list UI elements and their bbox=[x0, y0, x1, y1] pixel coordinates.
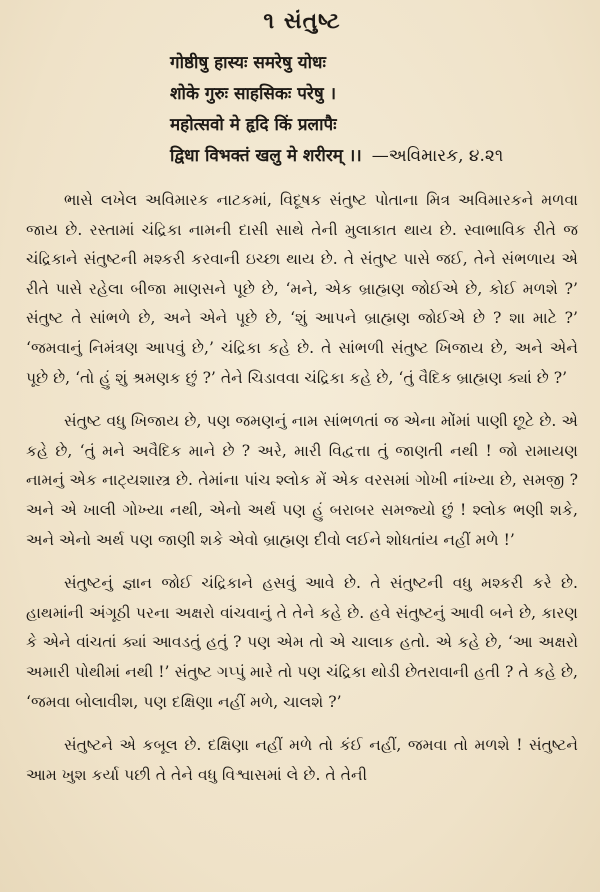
spacer bbox=[26, 172, 578, 186]
spacer bbox=[26, 555, 578, 569]
sanskrit-verse bbox=[170, 48, 578, 172]
paragraph-1: ભાસે લખેલ અવિમારક નાટકમાં, વિદૂષક સંતુષ્ટ પોતાના મિત્ર અવિમારકને મળવા જાય છે. રસ્તામાં ચંદ્રિકા નામની દાસી સાથે તેની મુલાકાત થાય છે. સ્વાભાવિક રીતે જ ચંદ્રિકાને સંતુષ્ટની મશ્કરી કરવાની ઇચ્છા થાય છે. તે સંતુષ્ટ પાસે જઈ, તેને સંભળાય એ રીતે પાસે રહેલા બીજા માણસને પૂછે છે, ‘મને, એક બ્રાહ્મણ જોઈએ છે, કોઈ મળશે ?’ સંતુષ્ટ તે સાંભળે છે, અને એને પૂછે છે, ‘શું આપને બ્રાહ્મણ જોઈએ છે ? શા માટે ?’ ‘જમવાનું નિમંત્રણ આપવું છે,’ ચંદ્રિકા કહે છે. તે સાંભળી સંતુષ્ટ ખિજાય છે, અને એને પૂછે છે, ‘તો હું શું શ્રમણક છું ?’ તેને ચિડાવવા ચંદ્રિકા કહે છે, ‘તું વૈદિક બ્રાહ્મણ ક્યાં છે ?’ bbox=[26, 191, 578, 387]
verse-line-1: गोष्ठीषु हास्यः समरेषु योधः bbox=[170, 53, 326, 73]
chapter-title: ૧ સંતુષ્ટ bbox=[263, 8, 341, 34]
verse-line-2: शोके गुरुः साहसिकः परेषु । bbox=[170, 84, 337, 104]
spacer bbox=[26, 393, 578, 407]
verse-source: —અવિમારક, ૪.૨૧ bbox=[371, 146, 504, 166]
paragraph-3: સંતુષ્ટનું જ્ઞાન જોઈ ચંદ્રિકાને હસવું આવે છે. તે સંતુષ્ટની વધુ મશ્કરી કરે છે. હાથમાંની અંગૂઠી પરના અક્ષરો વાંચવાનું તે તેને કહે છે. હવે સંતુષ્ટનું આવી બને છે, કારણ કે એને વાંચતાં ક્યાં આવડતું હતું ? પણ એમ તો એ ચાલાક હતો. એ કહે છે, ‘આ અક્ષરો અમારી પોથીમાં નથી !’ સંતુષ્ટ ગપ્પું મારે તો પણ ચંદ્રિકા થોડી છેતરાવાની હતી ? તે કહે છે, ‘જમવા બોલાવીશ, પણ દક્ષિણા નહીં મળે, ચાલશે ?’ bbox=[26, 574, 578, 711]
verse-line-3: महोत्सवो मे हृदि किं प्रलापैः bbox=[170, 115, 337, 135]
paragraph-4: સંતુષ્ટને એ કબૂલ છે. દક્ષિણા નહીં મળે તો કંઈ નહીં, જમવા તો મળશે ! સંતુષ્ટને આમ ખુશ કર્યા પછી તે તેને વધુ વિશ્વાસમાં લે છે. તે તેની bbox=[26, 736, 578, 784]
paragraph-2: સંતુષ્ટ વધુ ખિજાય છે, પણ જમણનું નામ સાંભળતાં જ એના મોંમાં પાણી છૂટે છે. એ કહે છે, ‘તું મને અવૈદિક માને છે ? અરે, મારી વિદ્વત્તા તું જાણતી નથી ! જો રામાયણ નામનું એક નાટ્યશાસ્ત્ર છે. તેમાંના પાંચ શ્લોક મેં એક વરસમાં ગોખી નાંખ્યા છે, સમજી ? અને એ ખાલી ગોખ્યા નથી, એનો અર્થ પણ હું બરાબર સમજ્યો છું ! શ્લોક ભણી શકે, અને એનો અર્થ પણ જાણી શકે એવો બ્રાહ્મણ દીવો લઈને શોધતાંય નહીં મળે !’ bbox=[26, 412, 578, 549]
verse-line-4 bbox=[170, 141, 578, 172]
verse-line-4-text: द्विधा विभक्तं खलु मे शरीरम् ।। bbox=[170, 146, 362, 166]
spacer bbox=[26, 717, 578, 731]
